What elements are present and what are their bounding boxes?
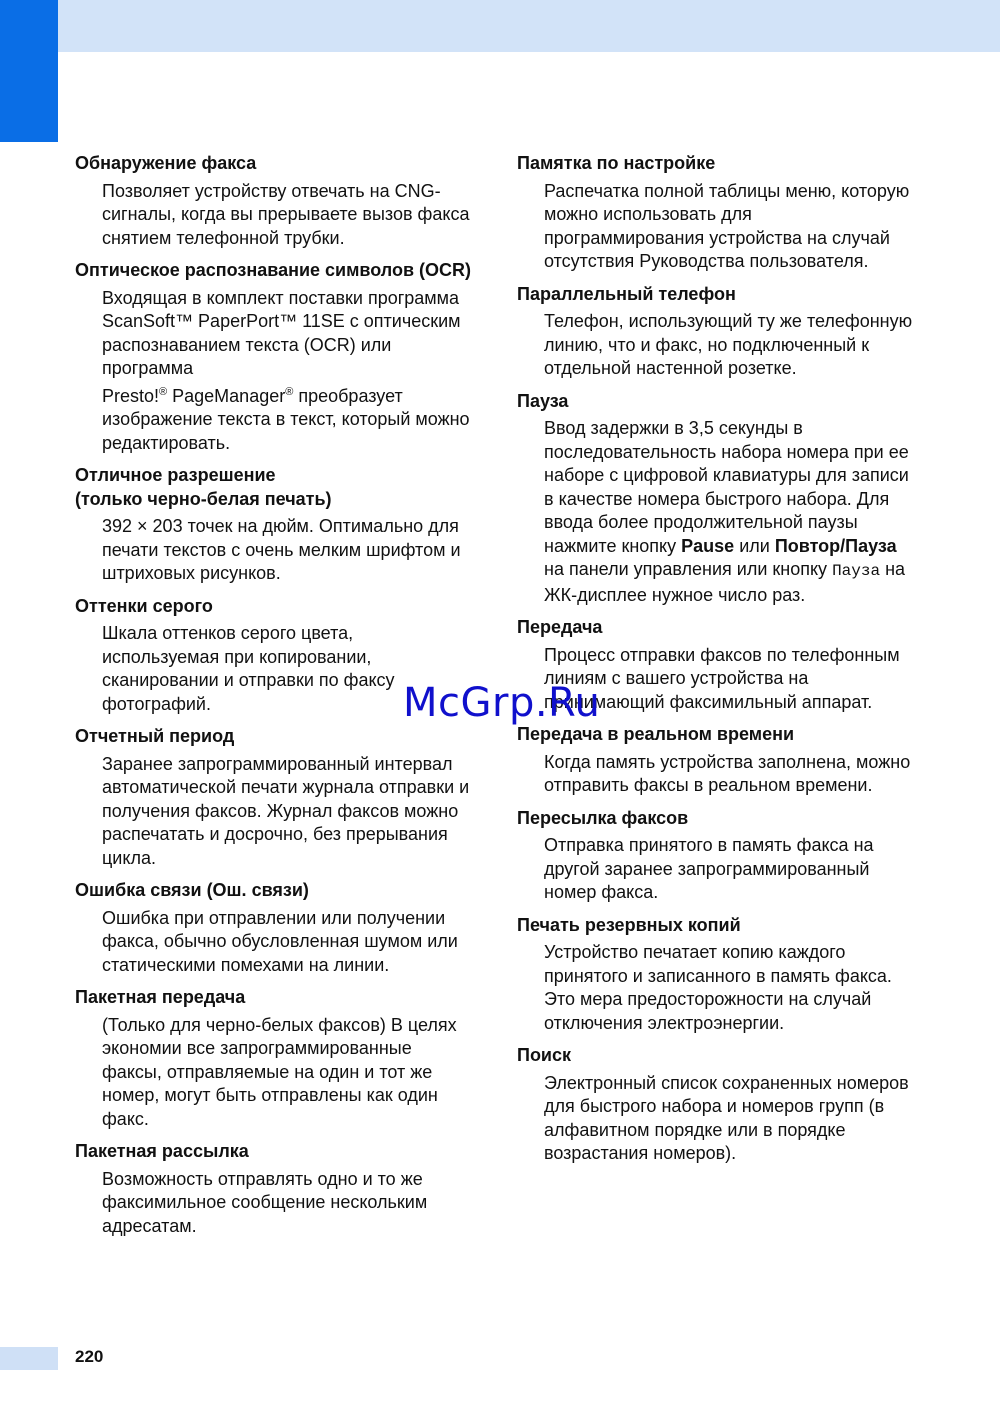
registered-mark: ® (159, 385, 168, 398)
registered-mark: ® (285, 385, 294, 398)
definition-text: Позволяет устройству отвечать на CNG-сигналы, когда вы прерываете вызов факса снятием телефонной трубки. (102, 180, 470, 248)
entry-definition (102, 753, 475, 871)
entry-term: Пауза (517, 390, 569, 411)
entry-definition (544, 834, 917, 905)
lcd-button-label: Пауза (832, 562, 881, 580)
entry-term: Оптическое распознавание символов (OCR) (75, 260, 472, 280)
definition-text: Электронный список сохраненных номеров для быстрого набора и номеров групп (в алфавитном порядке или в порядке возрастания номеров). (544, 1072, 909, 1163)
entry-definition (102, 907, 475, 978)
glossary-entry (517, 152, 917, 274)
definition-text: Заранее запрограммированный интервал автоматической печати журнала отправки и получения факсов. Журнал факсов можно распечатать и досрочно, без прерывания цикла. (102, 753, 470, 868)
glossary-entry (517, 914, 917, 1036)
pagemanager-text: PageManager (167, 385, 286, 406)
entry-term: Пакетная рассылка (75, 1141, 249, 1161)
entry-term: Передача в реальном времени (517, 724, 795, 744)
glossary-entry (75, 1140, 475, 1238)
glossary-right-column (517, 152, 917, 1175)
entry-definition (544, 417, 917, 607)
entry-term: Передача (517, 617, 603, 637)
site-watermark: McGrp.Ru (403, 680, 601, 726)
entry-definition (544, 941, 917, 1035)
glossary-entry (517, 283, 917, 381)
entry-term: Памятка по настройке (517, 153, 716, 173)
redial-pause-key-label: Повтор/Пауза (774, 535, 897, 556)
definition-text: 392 × 203 точек на дюйм. Оптимально для печати текстов с очень мелким шрифтом и штриховых рисунков. (102, 516, 461, 583)
glossary-entry (75, 259, 475, 455)
page-number: 220 (75, 1347, 104, 1366)
glossary-entry (517, 1044, 917, 1166)
entry-definition (544, 180, 917, 274)
definition-text: Телефон, использующий ту же телефонную линию, что и факс, но подключенный к отдельной настенной розетке. (544, 311, 913, 378)
definition-text: (Только для черно-белых факсов) В целях экономии все запрограммированные факсы, отправляемые на один и тот же номер, могут быть отправлены как один факс. (102, 1014, 457, 1129)
entry-definition (102, 287, 475, 456)
entry-definition (102, 180, 475, 251)
entry-term: Отчетный период (75, 726, 235, 746)
glossary-entry (517, 723, 917, 798)
definition-text: Распечатка полной таблицы меню, которую можно использовать для программирования устройства на случай отсутствия Руководства пользователя. (544, 180, 910, 271)
definition-text: Возможность отправлять одно и то же факсимильное сообщение нескольким адресатам. (102, 1168, 428, 1236)
glossary-entry (75, 879, 475, 977)
definition-text: Входящая в комплект поставки программа ScanSoft™ PaperPort™ 11SE с оптическим распознаванием текста (OCR) или программа (102, 287, 461, 378)
glossary-entry (75, 152, 475, 250)
definition-text: Ошибка при отправлении или получении факса, обычно обусловленная шумом или статическими помехами на линии. (102, 907, 458, 975)
entry-term: Пересылка факсов (517, 807, 689, 828)
header-band (0, 0, 1000, 52)
entry-definition (102, 1168, 475, 1239)
pause-key-label: Pause (681, 535, 735, 556)
definition-text (544, 417, 917, 607)
glossary-entry (75, 725, 475, 870)
glossary-entry (75, 464, 475, 586)
entry-definition (102, 515, 475, 586)
entry-term: Ошибка связи (Ош. связи) (75, 880, 309, 900)
definition-rest: преобразует изображение текста в текст, который можно редактировать. (102, 385, 470, 453)
definition-text: Устройство печатает копию каждого принятого и записанного в память факса. Это мера предосторожности на случай отключения электроэнергии. (544, 942, 892, 1033)
footer-tab (0, 1347, 58, 1370)
entry-definition (544, 310, 917, 381)
entry-term: Обнаружение факса (75, 153, 257, 173)
entry-term: Пакетная передача (75, 987, 246, 1007)
pause-text: Ввод задержки в 3,5 секунды в последовательность набора номера при ее наборе с цифровой клавиатуры для записи в качестве номера быстрого набора. Для ввода более продолжительной паузы нажмите кнопку (544, 418, 909, 556)
entry-term: Отличное разрешение (только черно-белая печать) (75, 465, 332, 509)
glossary-entry (517, 807, 917, 905)
entry-term: Поиск (517, 1045, 572, 1065)
glossary-entry (517, 390, 917, 608)
entry-definition (544, 1072, 917, 1166)
presto-text: Presto! (102, 385, 160, 406)
chapter-tab (0, 0, 58, 142)
pause-text: или (734, 535, 775, 556)
definition-text: Процесс отправки факсов по телефонным линиям с вашего устройства на принимающий факсимильный аппарат. (544, 644, 900, 712)
definition-text (102, 385, 475, 456)
pause-text: на ЖК-дисплее нужное число раз. (544, 559, 906, 605)
glossary-entry (75, 986, 475, 1131)
definition-text: Отправка принятого в память факса на другой заранее запрограммированный номер факса. (544, 835, 874, 902)
pause-text: на панели управления или кнопку (544, 559, 833, 579)
definition-text: Шкала оттенков серого цвета, используемая при копировании, сканировании и отправки по факсу фотографий. (102, 623, 395, 714)
definition-text: Когда память устройства заполнена, можно отправить факсы в реальном времени. (544, 751, 911, 795)
entry-term: Параллельный телефон (517, 283, 736, 304)
entry-definition (102, 1014, 475, 1132)
entry-definition (544, 751, 917, 798)
entry-term: Оттенки серого (75, 595, 213, 616)
entry-term: Печать резервных копий (517, 914, 741, 935)
